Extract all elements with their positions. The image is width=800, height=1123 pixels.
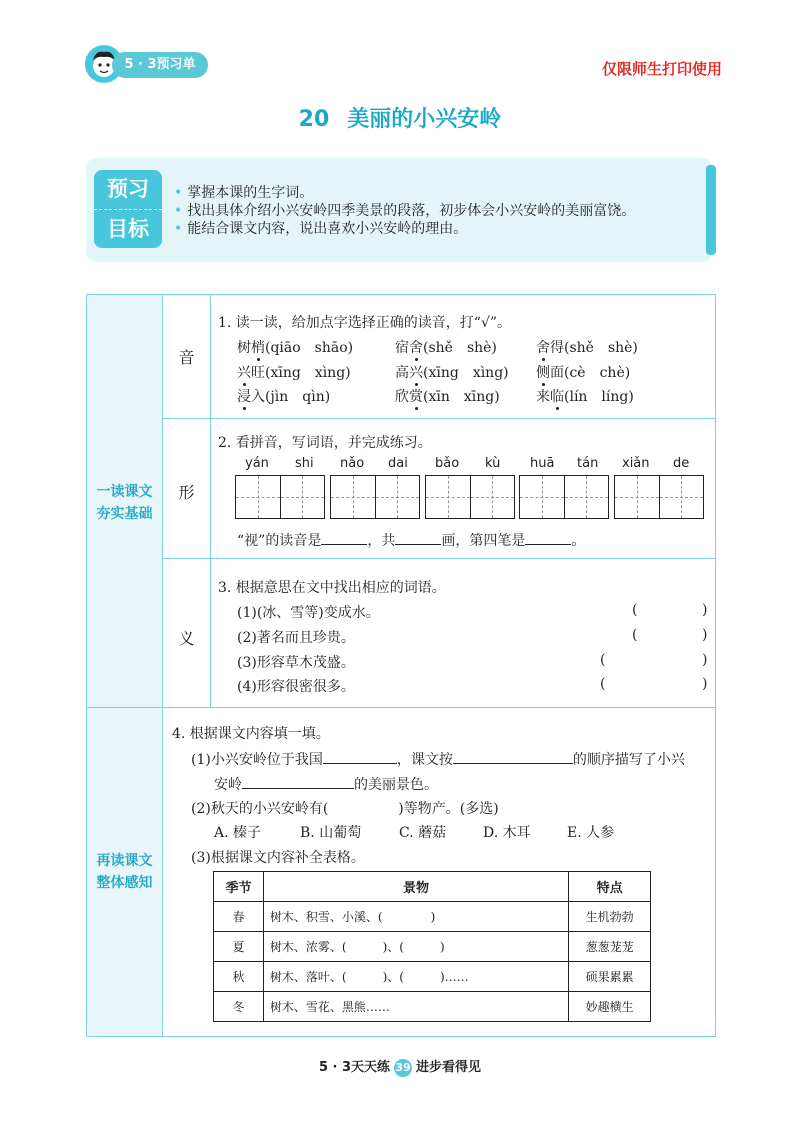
divider: [163, 418, 715, 419]
pinyin: nǎo: [340, 456, 365, 471]
goals-list: [174, 184, 635, 238]
section2-label-line1: 再读课文: [96, 853, 153, 869]
blank[interactable]: [323, 749, 397, 764]
answer-paren-open: (: [600, 652, 606, 668]
meaning-item: (1)(冰、雪等)变成水。: [237, 605, 380, 621]
footer-right: 进步看得见: [416, 1060, 482, 1075]
answer-paren-close: ): [702, 676, 708, 692]
pinyin: yán: [245, 456, 269, 471]
pinyin: huā: [530, 456, 555, 471]
blank[interactable]: [242, 774, 354, 789]
writing-grid[interactable]: [235, 475, 325, 519]
pron-item: 高兴(xīng xìng): [395, 362, 509, 382]
pinyin: kù: [485, 456, 501, 471]
pron-item: 浸入(jìn qìn): [237, 386, 330, 406]
writing-grid[interactable]: [614, 475, 704, 519]
question-2: 2. 看拼音，写词语，并完成练习。: [218, 435, 432, 451]
table-row: 冬 树木、雪花、黑熊…… 妙趣横生: [214, 992, 651, 1022]
section2-label: [87, 708, 163, 1036]
pinyin: de: [673, 456, 690, 471]
q4-part1-line2: 安岭 的美丽景色。: [214, 774, 438, 794]
pron-item: 兴旺(xīng xìng): [237, 362, 351, 382]
divider: [163, 558, 715, 559]
table-row: 秋 树木、落叶、( )、( )…… 硕果累累: [214, 962, 651, 992]
table-header: 季节: [214, 872, 264, 902]
category-yi: 义: [178, 629, 195, 648]
section2-label-line2: 整体感知: [96, 875, 153, 891]
answer-paren-open: (: [632, 602, 638, 618]
table-header: 景物: [263, 872, 568, 902]
q4-part2: (2)秋天的小兴安岭有( )等物产。(多选): [191, 801, 499, 817]
brand-badge: 5 · 3预习单: [112, 52, 208, 78]
season-table: [213, 871, 651, 1022]
lesson-title: 美丽的小兴安岭: [347, 107, 502, 132]
option[interactable]: B. 山葡萄: [300, 825, 362, 841]
pron-item: 欣赏(xīn xīng): [395, 386, 500, 406]
answer-paren-close: ): [702, 602, 708, 618]
goal-item: • 找出具体介绍小兴安岭四季美景的段落，初步体会小兴安岭的美丽富饶。: [174, 202, 635, 220]
meaning-item: (3)形容草木茂盛。: [237, 655, 355, 671]
goals-badge: [94, 170, 162, 248]
blank[interactable]: [321, 530, 367, 545]
writing-grid[interactable]: [330, 475, 420, 519]
goal-item: • 掌握本课的生字词。: [174, 184, 635, 202]
category-xing: 形: [178, 483, 195, 502]
writing-grid[interactable]: [425, 475, 515, 519]
section1-label: [87, 295, 163, 707]
goal-item: • 能结合课文内容，说出喜欢小兴安岭的理由。: [174, 220, 635, 238]
pinyin: shi: [295, 456, 314, 471]
goals-badge-line2: 目标: [107, 217, 149, 241]
fill-sentence: “视”的读音是 ，共 画，第四笔是 。: [237, 530, 585, 550]
option[interactable]: E. 人参: [567, 825, 615, 841]
pron-item: 来临(lín líng): [536, 386, 634, 406]
table-header-row: [214, 872, 651, 902]
blank[interactable]: [453, 749, 573, 764]
meaning-item: (2)著名而且珍贵。: [237, 630, 355, 646]
pron-item: 树梢(qiāo shāo): [237, 337, 353, 357]
table-row: 夏 树木、浓雾、( )、( ) 葱葱茏茏: [214, 932, 651, 962]
section1-label-line2: 夯实基础: [96, 506, 153, 522]
writing-grid[interactable]: [519, 475, 609, 519]
divider: [210, 295, 211, 707]
page-title: [0, 102, 800, 133]
section1-label-line1: 一读课文: [96, 484, 153, 500]
q4-options: [214, 822, 614, 842]
pinyin: tán: [577, 456, 599, 471]
option[interactable]: C. 蘑菇: [399, 825, 447, 841]
category-yin: 音: [178, 348, 195, 367]
pinyin: bǎo: [435, 456, 460, 471]
pron-item: 舍得(shě shè): [536, 337, 638, 357]
pinyin: dai: [388, 456, 408, 471]
q4-part3: (3)根据课文内容补全表格。: [191, 850, 365, 866]
blank[interactable]: [395, 530, 441, 545]
lesson-number: 20: [298, 107, 330, 132]
goals-badge-line1: 预习: [94, 170, 162, 210]
option[interactable]: D. 木耳: [483, 825, 531, 841]
question-4: 4. 根据课文内容填一填。: [172, 726, 330, 742]
footer-left: 5 · 3天天练: [318, 1060, 391, 1075]
pron-item: 侧面(cè chè): [536, 362, 630, 382]
pron-item: 宿舍(shě shè): [395, 337, 497, 357]
answer-paren-open: (: [632, 627, 638, 643]
page-footer: [0, 1056, 800, 1077]
table-row: 春 树木、积雪、小溪、( ) 生机勃勃: [214, 902, 651, 932]
blank[interactable]: [525, 530, 571, 545]
answer-paren-close: ): [702, 627, 708, 643]
option[interactable]: A. 榛子: [214, 825, 262, 841]
meaning-item: (4)形容很密很多。: [237, 679, 355, 695]
print-notice: 仅限师生打印使用: [601, 60, 722, 78]
page-number: 39: [394, 1059, 412, 1077]
answer-paren-open: (: [600, 676, 606, 692]
q4-part1-line1: (1)小兴安岭位于我国 ，课文按 的顺序描写了小兴: [191, 749, 685, 769]
table-header: 特点: [569, 872, 651, 902]
answer-paren-close: ): [702, 652, 708, 668]
pinyin: xiǎn: [622, 456, 650, 471]
question-3: 3. 根据意思在文中找出相应的词语。: [218, 580, 446, 596]
goals-accent-bar: [706, 165, 716, 255]
question-1: 1. 读一读，给加点字选择正确的读音，打“√”。: [218, 315, 512, 331]
